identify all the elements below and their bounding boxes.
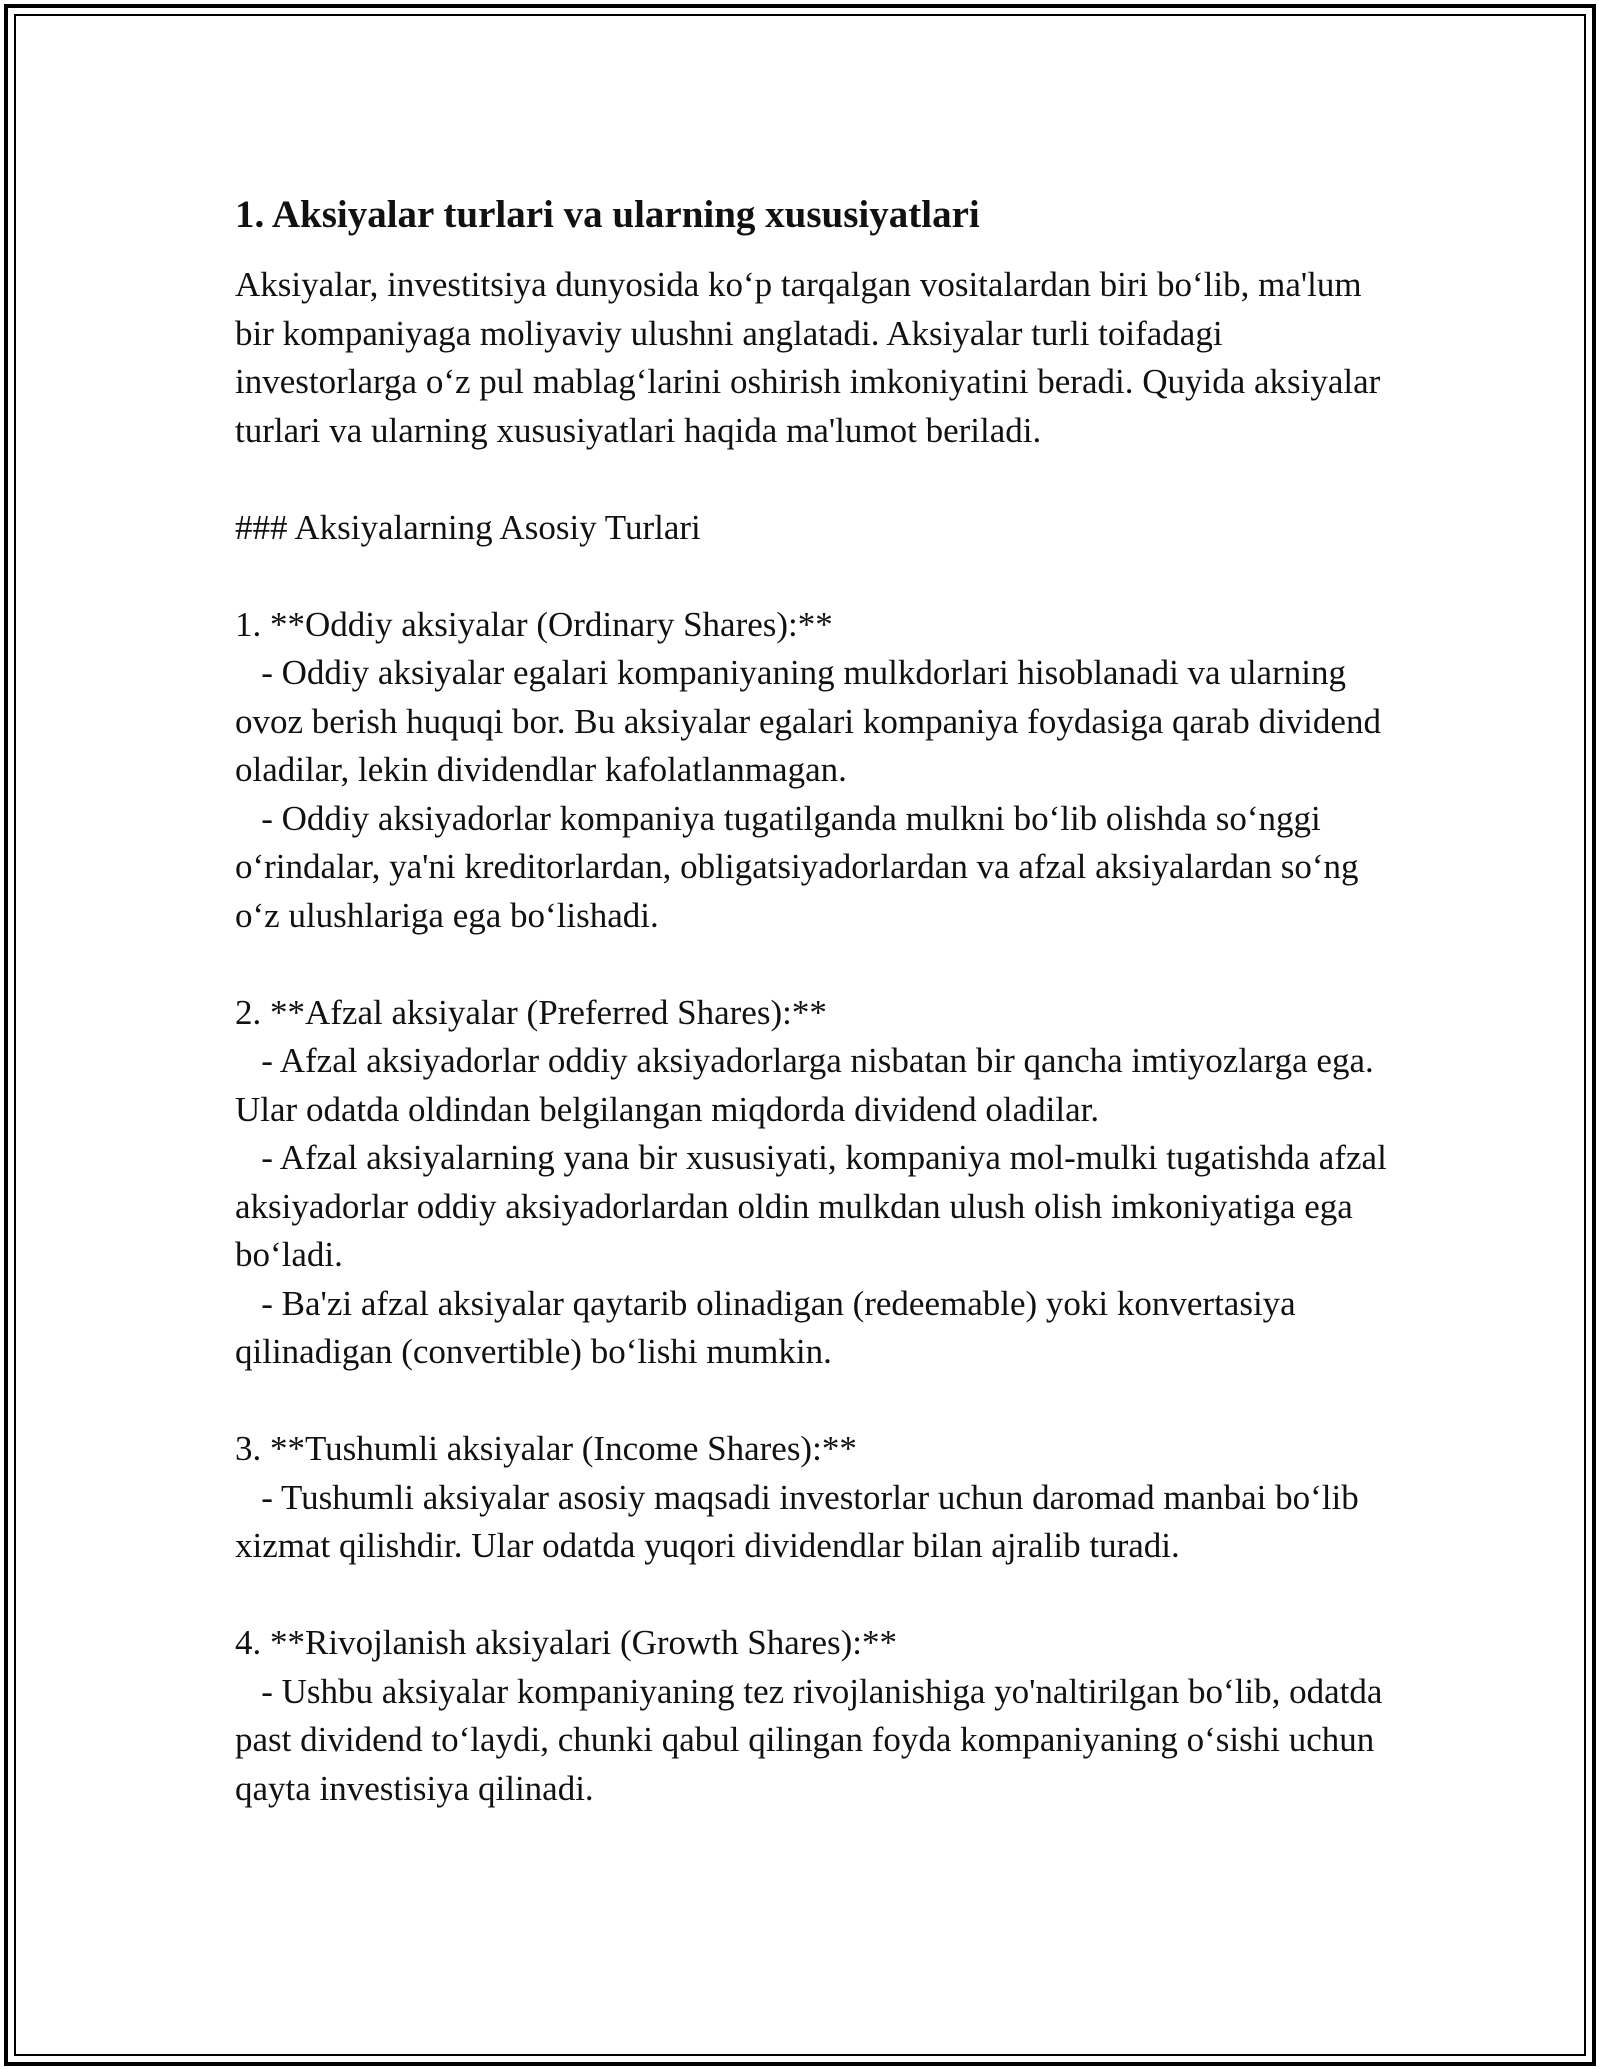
document-body [235,183,1395,1813]
share-type-item [235,1619,1395,1813]
share-type-item [235,1425,1395,1571]
spacer [235,1377,1395,1426]
item-bullet: - Oddiy aksiyadorlar kompaniya tugatilganda mulkni bo‘lib olishda so‘nggi o‘rindalar, ya'ni kreditorlardan, obligatsiyadorlardan va afzal aksiyalardan so‘ng o‘z ulushlariga ega bo‘lishadi. [235,798,1368,935]
section-heading: ### Aksiyalarning Asosiy Turlari [235,507,701,547]
item-bullet: - Tushumli aksiyalar asosiy maqsadi investorlar uchun daromad manbai bo‘lib xizmat qilishdir. Ular odatda yuqori dividendlar bilan ajralib turadi. [235,1477,1368,1565]
item-bullet: - Afzal aksiyadorlar oddiy aksiyadorlarga nisbatan bir qancha imtiyozlarga ega. Ular odatda oldindan belgilangan miqdorda dividend oladilar. [235,1041,1383,1129]
spacer [235,940,1395,989]
share-type-item [235,601,1395,941]
spacer [235,552,1395,601]
item-heading: 4. **Rivojlanish aksiyalari (Growth Shares):** [235,1623,897,1662]
item-bullet: - Ushbu aksiyalar kompaniyaning tez rivojlanishiga yo'naltirilgan bo‘lib, odatda past dividend to‘laydi, chunki qabul qilingan foyda kompaniyaning o‘sishi uchun qayta investisiya qilinadi. [235,1671,1392,1808]
document-title: 1. Aksiyalar turlari va ularning xususiyatlari [235,193,980,236]
item-heading: 2. **Afzal aksiyalar (Preferred Shares):** [235,992,827,1032]
item-heading: 3. **Tushumli aksiyalar (Income Shares):** [235,1429,857,1468]
item-bullet: - Oddiy aksiyalar egalari kompaniyaning mulkdorlari hisoblanadi va ularning ovoz berish huquqi bor. Bu aksiyalar egalari kompaniya foydasiga qarab dividend oladilar, lekin dividendlar kafolatlanmagan. [235,653,1390,789]
intro-paragraph: Aksiyalar, investitsiya dunyosida ko‘p tarqalgan vositalardan biri bo‘lib, ma'lum bir kompaniyaga moliyaviy ulushni anglatadi. Aksiyalar turli toifadagi investorlarga o‘z pul mablag‘larini oshirish imkoniyatini beradi. Quyida aksiyalar turlari va ularning xususiyatlari haqida ma'lumot beriladi. [235,265,1390,450]
share-type-item [235,989,1395,1377]
spacer [235,1571,1395,1620]
item-heading: 1. **Oddiy aksiyalar (Ordinary Shares):** [235,604,833,644]
spacer [235,455,1395,504]
item-bullet: - Ba'zi afzal aksiyalar qaytarib olinadigan (redeemable) yoki konvertasiya qilinadigan (convertible) bo‘lishi mumkin. [235,1283,1305,1371]
item-bullet: - Afzal aksiyalarning yana bir xususiyati, kompaniya mol-mulki tugatishda afzal aksiyadorlar oddiy aksiyadorlardan oldin mulkdan ulush olish imkoniyatiga ega bo‘ladi. [235,1138,1396,1274]
